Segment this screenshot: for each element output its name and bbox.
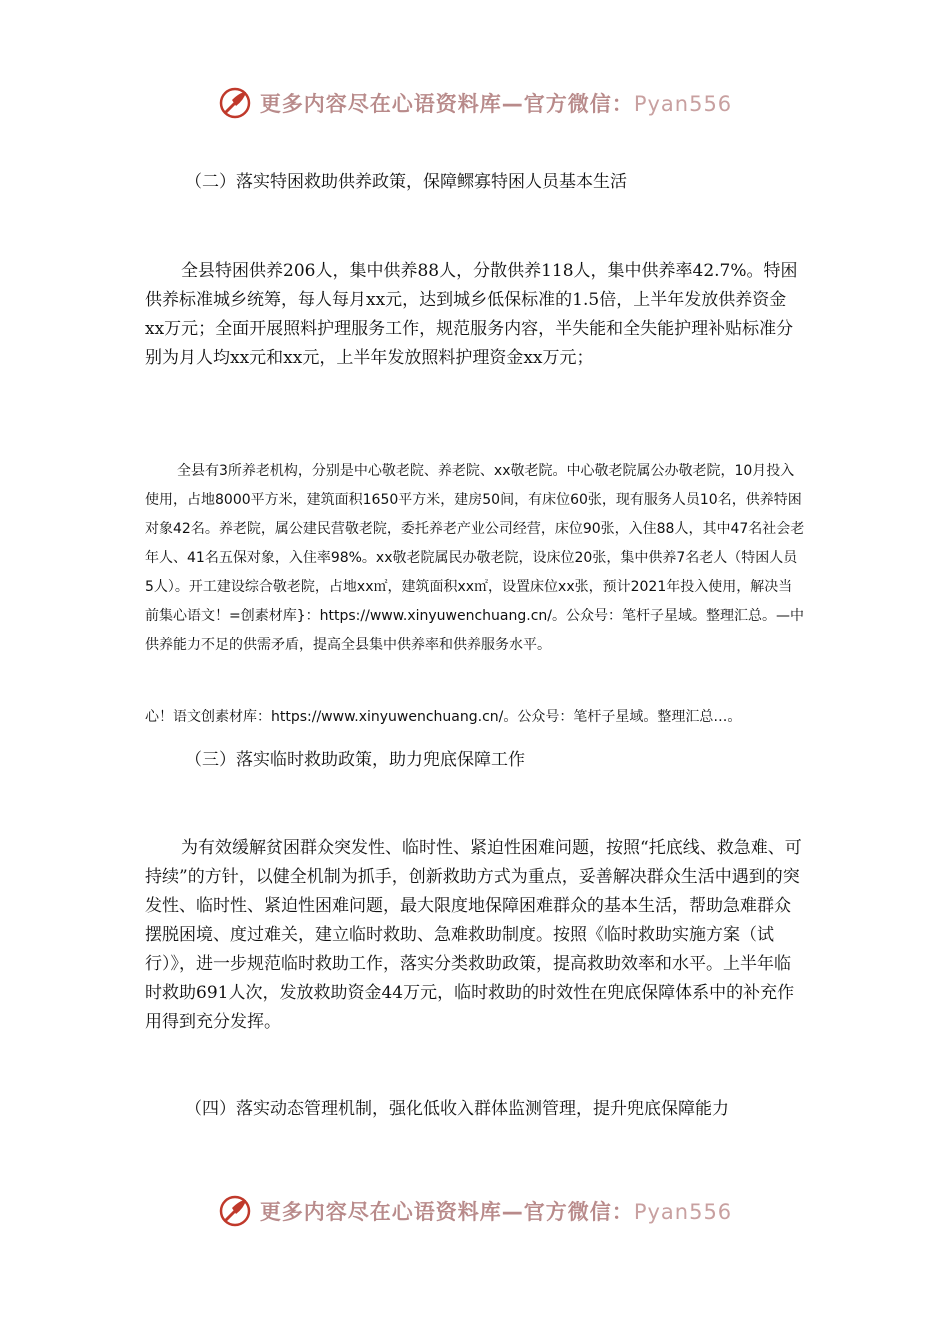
quill-logo-icon (218, 86, 252, 120)
wechat-id: Pyan556 (633, 1200, 733, 1224)
section-heading-3: （三）落实临时救助政策，助力兜底保障工作 (185, 750, 525, 770)
section-heading-4: （四）落实动态管理机制，强化低收入群体监测管理，提升兜底保障能力 (185, 1099, 729, 1119)
paragraph-temporary-aid: 为有效缓解贫困群众突发性、临时性、紧迫性困难问题，按照“托底线、救急难、可持续”的方针，以健全机制为抓手，创新救助方式为重点，妥善解决群众生活中遇到的突发性、临时性、紧迫性困难问题，最大限度地保障困难群众的基本生活，帮助急难群众摆脱困境、度过难关，建立临时救助、急难救助制度。按照《临时救助实施方案（试行）》，进一步规范临时救助工作，落实分类救助政策，提高救助效率和水平。上半年临时救助691人次，发放救助资金44万元，临时救助的时效性在兜底保障体系中的补充作用得到充分发挥。 (145, 838, 802, 1032)
paragraph-nursing-homes: 全县有3所养老机构，分别是中心敬老院、养老院、xx敬老院。中心敬老院属公办敬老院，10月投入使用，占地8000平方米，建筑面积1650平方米，建房50间，有床位60张，现有服务人员10名，供养特困对象42名。养老院，属公建民营敬老院，委托养老产业公司经营，床位90张，入住88人，其中47名社会老年人、41名五保对象，入住率98%。xx敬老院属民办敬老院，设床位20张，集中供养7名老人（特困人员5人）。开工建设综合敬老院，占地xx㎡，建筑面积xx㎡，设置床位xx张，预计2021年投入使用，解决当前集心语文！=创素材库}：https://www.xinyuwenchuang.cn/。公众号：笔杆子星域。整理汇总。—中供养能力不足的供需矛盾，提高全县集中供养率和供养服务水平。 (145, 463, 805, 653)
footer-banner (0, 1186, 950, 1236)
banner-text: 更多内容尽在心语资料库—官方微信：Pyan556 (259, 92, 733, 116)
header-banner (0, 78, 950, 128)
banner-text: 更多内容尽在心语资料库—官方微信：Pyan556 (259, 1200, 733, 1224)
section-heading-2: （二）落实特困救助供养政策，保障鳏寡特困人员基本生活 (185, 172, 627, 192)
wechat-id: Pyan556 (633, 92, 733, 116)
watermark-line: 心！语文创素材库：https://www.xinyuwenchuang.cn/。公众号：笔杆子星域。整理汇总…。 (145, 709, 742, 725)
paragraph-special-support: 全县特困供养206人，集中供养88人，分散供养118人，集中供养率42.7%。特困供养标准城乡统筹，每人每月xx元，达到城乡低保标准的1.5倍，上半年发放供养资金xx万元；全面开展照料护理服务工作，规范服务内容，半失能和全失能护理补贴标准分别为月人均xx元和xx元，上半年发放照料护理资金xx万元； (145, 261, 798, 368)
quill-logo-icon (218, 1194, 252, 1228)
